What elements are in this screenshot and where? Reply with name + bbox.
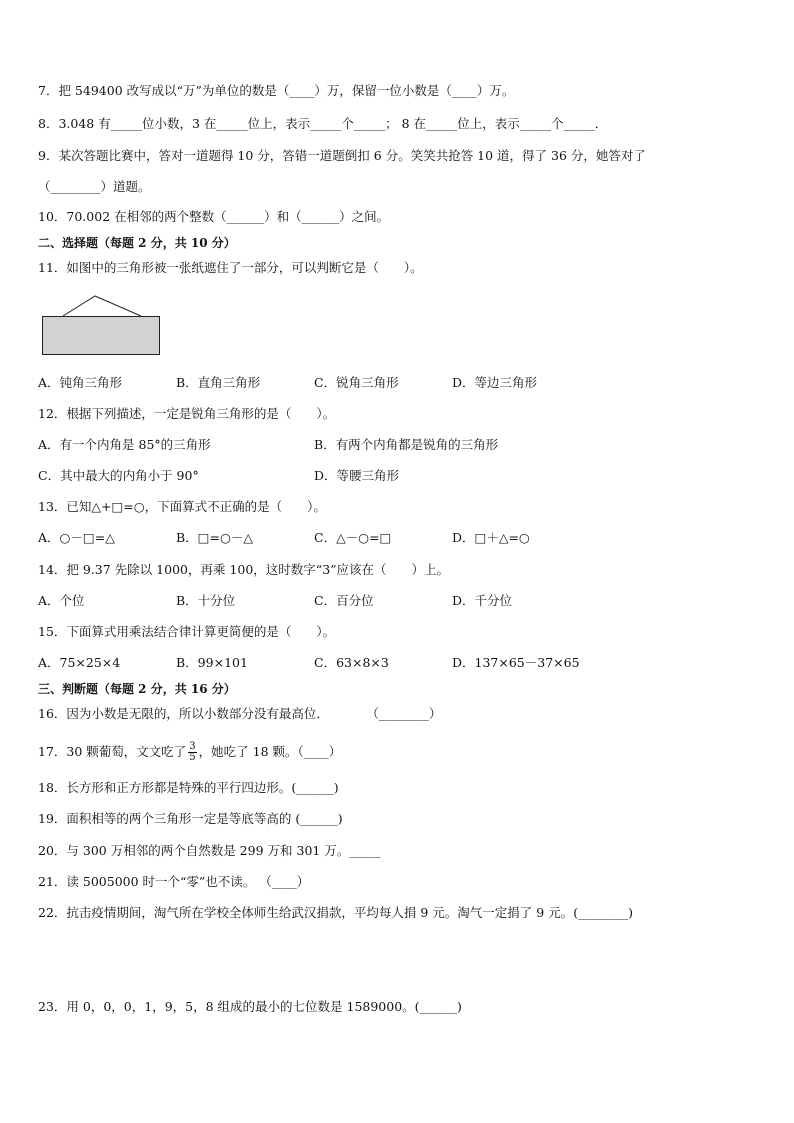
option-d[interactable]: D．千分位 (452, 593, 513, 608)
option-a[interactable]: A．有一个内角是 85°的三角形 (38, 437, 211, 452)
question-17-text-start: 17．30 颗葡萄，文文吃了 (38, 744, 187, 759)
question-19: 19．面积相等的两个三角形一定是等底等高的 (______) (38, 811, 343, 826)
question-12: 12．根据下列描述，一定是锐角三角形的是（ ）。 (38, 406, 336, 421)
option-c[interactable]: C．百分位 (314, 593, 374, 608)
option-d[interactable]: D．□＋△=○ (452, 530, 530, 545)
option-c[interactable]: C．63×8×3 (314, 655, 389, 670)
option-a[interactable]: A．○－□=△ (38, 530, 115, 545)
question-20: 20．与 300 万相邻的两个自然数是 299 万和 301 万。_____ (38, 843, 381, 858)
question-13-options (38, 530, 590, 546)
question-9-line-1: 9．某次答题比赛中，答对一道题得 10 分，答错一道题倒扣 6 分。笑笑共抢答 10 道，得了 36 分，她答对了 (38, 148, 646, 163)
fraction-numerator: 3 (189, 741, 196, 752)
option-b[interactable]: B．十分位 (176, 593, 236, 608)
question-12-options-row-1 (38, 437, 590, 453)
triangle-figure (38, 294, 164, 358)
option-b[interactable]: B．99×101 (176, 655, 248, 670)
question-16: 16．因为小数是无限的，所以小数部分没有最高位． （________） (38, 706, 442, 721)
option-b[interactable]: B．□=○－△ (176, 530, 253, 545)
question-21: 21．读 5005000 时一个“零”也不读。 （____） (38, 874, 310, 889)
covering-paper (43, 317, 160, 355)
option-d[interactable]: D．等腰三角形 (314, 468, 400, 483)
option-a[interactable]: A．钝角三角形 (38, 375, 123, 390)
option-b[interactable]: B．有两个内角都是锐角的三角形 (314, 437, 499, 452)
option-c[interactable]: C．△－○=□ (314, 530, 392, 545)
question-17 (38, 742, 341, 763)
option-a[interactable]: A．75×25×4 (38, 655, 121, 670)
question-14-options (38, 593, 590, 609)
question-17-text-end: ，她吃了 18 颗。（____） (198, 744, 342, 759)
question-18: 18．长方形和正方形都是特殊的平行四边形。(______) (38, 780, 339, 795)
question-13: 13．已知△+□=○，下面算式不正确的是（ ）。 (38, 499, 326, 514)
question-8: 8．3.048 有_____位小数，3 在_____位上，表示_____个_____； 8 在_____位上，表示_____个_____． (38, 116, 608, 131)
section-3-heading: 三、判断题（每题 2 分，共 16 分） (38, 682, 236, 696)
question-11-options (38, 375, 590, 391)
question-14: 14．把 9.37 先除以 1000，再乘 100，这时数字“3”应该在（ ）上。 (38, 562, 450, 577)
option-d[interactable]: D．137×65－37×65 (452, 655, 580, 670)
question-15-options (38, 655, 590, 671)
option-a[interactable]: A．个位 (38, 593, 85, 608)
question-9-line-2: （________）道题。 (38, 179, 151, 194)
question-10: 10．70.002 在相邻的两个整数（______）和（______）之间。 (38, 209, 390, 224)
option-c[interactable]: C．锐角三角形 (314, 375, 399, 390)
fraction-three-fifths (188, 742, 196, 763)
triangle-tip (63, 296, 141, 316)
fraction-denominator: 5 (189, 752, 196, 763)
question-12-options-row-2 (38, 468, 590, 484)
question-11: 11．如图中的三角形被一张纸遮住了一部分，可以判断它是（ ）。 (38, 260, 423, 275)
option-d[interactable]: D．等边三角形 (452, 375, 538, 390)
question-23: 23．用 0，0，0，1，9，5，8 组成的最小的七位数是 1589000。(______) (38, 999, 462, 1014)
question-7: 7．把 549400 改写成以“万”为单位的数是（____）万，保留一位小数是（____）万。 (38, 83, 515, 98)
section-2-heading: 二、选择题（每题 2 分，共 10 分） (38, 236, 236, 250)
question-22: 22．抗击疫情期间，淘气所在学校全体师生给武汉捐款，平均每人捐 9 元。淘气一定捐了 9 元。(________) (38, 905, 633, 920)
option-c[interactable]: C．其中最大的内角小于 90° (38, 468, 199, 483)
option-b[interactable]: B．直角三角形 (176, 375, 261, 390)
question-15: 15．下面算式用乘法结合律计算更简便的是（ ）。 (38, 624, 336, 639)
